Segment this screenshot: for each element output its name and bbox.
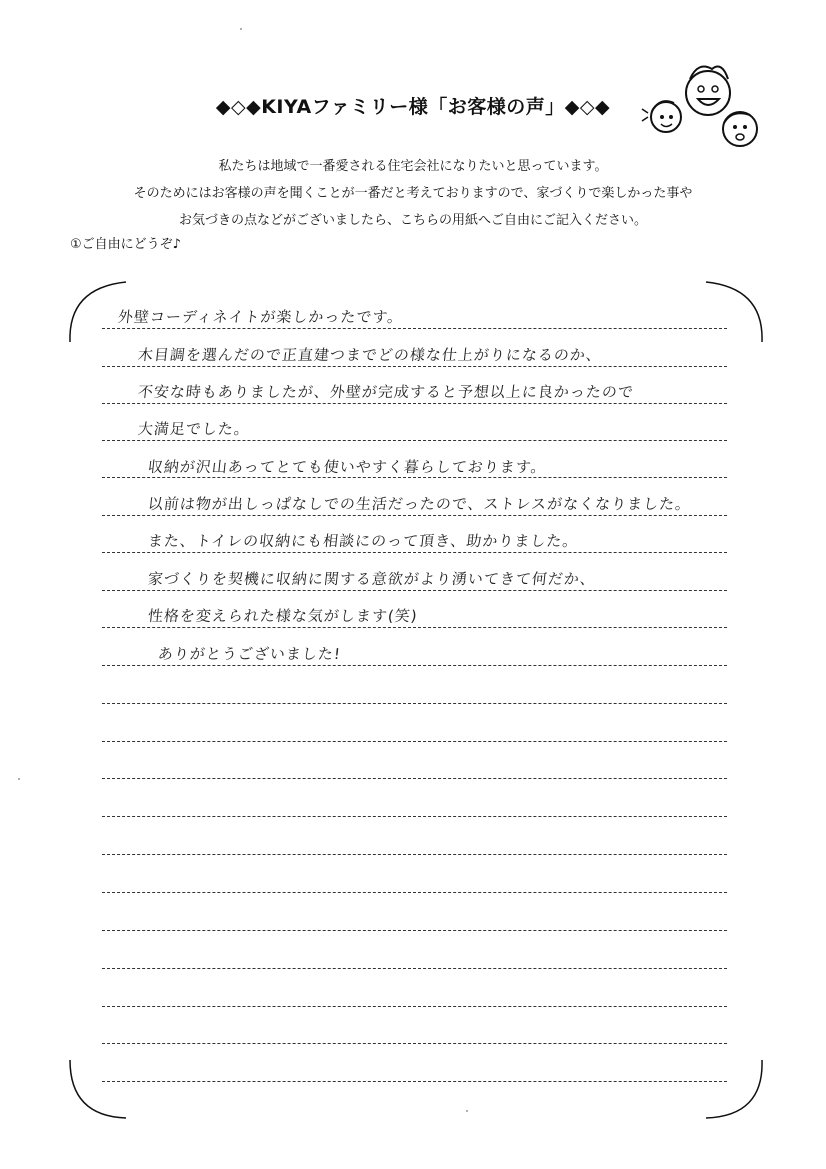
ruled-line (102, 590, 727, 591)
handwritten-line: 以前は物が出しっぱなしでの生活だったので、ストレスがなくなりました。 (147, 495, 693, 513)
ruled-line (102, 665, 727, 666)
handwritten-line: 性格を変えられた様な気がします(笑) (147, 607, 419, 625)
comment-frame (66, 280, 766, 1120)
handwritten-line: 収納が沢山あってとても使いやすく暮らしております。 (147, 458, 548, 476)
ruled-line (102, 930, 727, 931)
ruled-line (102, 403, 727, 404)
ruled-line (102, 1081, 727, 1082)
ruled-line (102, 440, 727, 441)
ruled-line (102, 778, 727, 779)
intro-line-3: お気づきの点などがございましたら、こちらの用紙へご自由にご記入ください。 (178, 213, 647, 228)
scan-speck (240, 28, 242, 30)
ruled-line (102, 968, 727, 969)
scan-speck (466, 1110, 468, 1112)
handwritten-line: ありがとうございました! (157, 645, 342, 663)
handwritten-line: 家づくりを契機に収納に関する意欲がより湧いてきて何だか、 (147, 570, 597, 588)
ruled-line (102, 741, 727, 742)
family-mascot-icon (640, 55, 770, 155)
ruled-line (102, 515, 727, 516)
ruled-line (102, 854, 727, 855)
handwritten-line: 不安な時もありましたが、外壁が完成すると予想以上に良かったので (137, 383, 635, 401)
ruled-line (102, 1006, 727, 1007)
scan-speck (18, 778, 20, 780)
handwritten-line: また、トイレの収納にも相談にのって頂き、助かりました。 (147, 532, 580, 550)
free-comment-prompt: ①ご自由にどうぞ♪ (70, 237, 181, 252)
ruled-line (102, 816, 727, 817)
handwritten-line: 木目調を選んだので正直建つまでどの様な仕上がりになるのか、 (137, 346, 603, 364)
handwritten-line: 大満足でした。 (137, 420, 251, 438)
page-title: ◆◇◆KIYAファミリー様「お客様の声」◆◇◆ (215, 96, 611, 118)
ruled-line (102, 703, 727, 704)
ruled-line (102, 1043, 727, 1044)
ruled-line (102, 366, 727, 367)
ruled-line (102, 627, 727, 628)
ruled-line (102, 477, 727, 478)
ruled-line (102, 328, 727, 329)
ruled-line (102, 892, 727, 893)
intro-line-1: 私たちは地域で一番愛される住宅会社になりたいと思っています。 (218, 159, 608, 174)
handwritten-line: 外壁コーディネイトが楽しかったです。 (117, 308, 405, 326)
intro-line-2: そのためにはお客様の声を聞くことが一番だと考えておりますので、家づくりで楽しかった事や (133, 186, 693, 201)
ruled-line (102, 552, 727, 553)
